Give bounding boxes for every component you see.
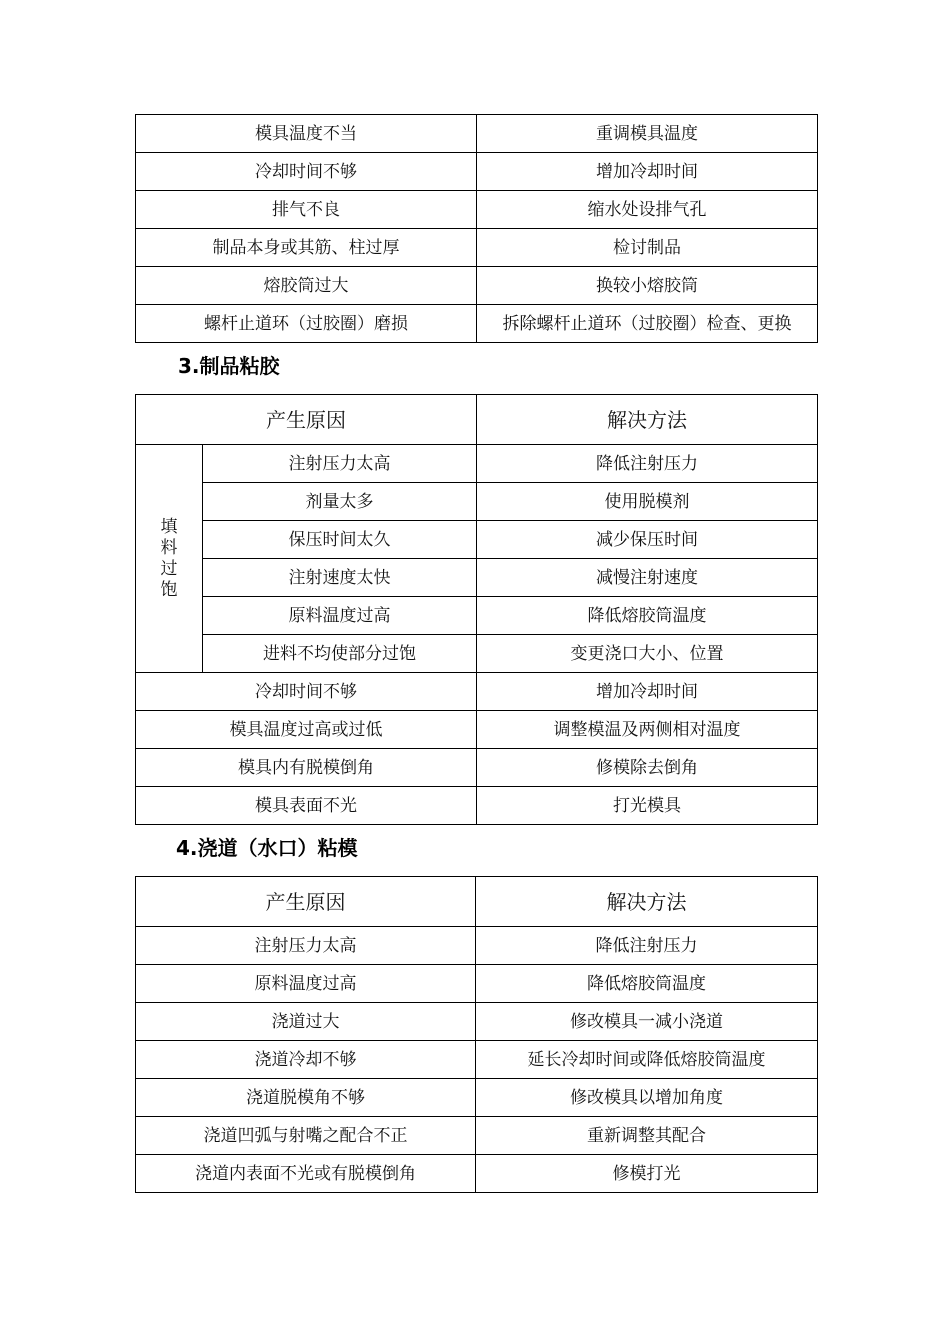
solution-cell: 检讨制品 bbox=[477, 229, 818, 267]
table-row bbox=[136, 1117, 818, 1155]
cause-cell: 模具温度不当 bbox=[136, 115, 477, 153]
cause-cell: 注射压力太高 bbox=[203, 445, 477, 483]
solution-cell: 使用脱模剂 bbox=[477, 483, 818, 521]
solution-cell: 修模除去倒角 bbox=[477, 749, 818, 787]
solution-cell: 降低熔胶筒温度 bbox=[477, 597, 818, 635]
table-row bbox=[136, 521, 818, 559]
cause-cell: 模具温度过高或过低 bbox=[136, 711, 477, 749]
table-row bbox=[136, 483, 818, 521]
table-row bbox=[136, 1155, 818, 1193]
section-heading-runner-sticking: 4.浇道（水口）粘模 bbox=[176, 836, 358, 860]
table-row bbox=[136, 115, 818, 153]
solution-cell: 降低注射压力 bbox=[477, 445, 818, 483]
solution-cell: 调整模温及两侧相对温度 bbox=[477, 711, 818, 749]
cause-cell: 模具内有脱模倒角 bbox=[136, 749, 477, 787]
cause-cell: 浇道冷却不够 bbox=[136, 1041, 476, 1079]
cause-cell: 剂量太多 bbox=[203, 483, 477, 521]
cause-cell: 注射压力太高 bbox=[136, 927, 476, 965]
solution-cell: 增加冷却时间 bbox=[477, 153, 818, 191]
header-cause: 产生原因 bbox=[136, 395, 477, 445]
cause-cell: 冷却时间不够 bbox=[136, 153, 477, 191]
table-row bbox=[136, 787, 818, 825]
table-header-row bbox=[136, 877, 818, 927]
solution-cell: 缩水处设排气孔 bbox=[477, 191, 818, 229]
solution-cell: 延长冷却时间或降低熔胶筒温度 bbox=[476, 1041, 818, 1079]
solution-cell: 重新调整其配合 bbox=[476, 1117, 818, 1155]
solution-cell: 降低熔胶筒温度 bbox=[476, 965, 818, 1003]
solution-cell: 修改模具一减小浇道 bbox=[476, 1003, 818, 1041]
header-solution: 解决方法 bbox=[476, 877, 818, 927]
cause-cell: 冷却时间不够 bbox=[136, 673, 477, 711]
table-row bbox=[136, 927, 818, 965]
table-row bbox=[136, 191, 818, 229]
table-row bbox=[136, 229, 818, 267]
solution-cell: 打光模具 bbox=[477, 787, 818, 825]
cause-cell: 原料温度过高 bbox=[136, 965, 476, 1003]
cause-cell: 浇道过大 bbox=[136, 1003, 476, 1041]
cause-cell: 浇道凹弧与射嘴之配合不正 bbox=[136, 1117, 476, 1155]
table-row bbox=[136, 711, 818, 749]
section-heading-product-sticking: 3.制品粘胶 bbox=[178, 354, 280, 378]
cause-cell: 原料温度过高 bbox=[203, 597, 477, 635]
solution-cell: 拆除螺杆止道环（过胶圈）检查、更换 bbox=[477, 305, 818, 343]
cause-cell: 制品本身或其筋、柱过厚 bbox=[136, 229, 477, 267]
cause-cell: 螺杆止道环（过胶圈）磨损 bbox=[136, 305, 477, 343]
solution-cell: 降低注射压力 bbox=[476, 927, 818, 965]
runner-sticking-table bbox=[135, 876, 818, 1193]
header-cause: 产生原因 bbox=[136, 877, 476, 927]
solution-cell: 增加冷却时间 bbox=[477, 673, 818, 711]
header-solution: 解决方法 bbox=[477, 395, 818, 445]
table-row bbox=[136, 673, 818, 711]
cause-cell: 熔胶筒过大 bbox=[136, 267, 477, 305]
table-row bbox=[136, 445, 818, 483]
defect-table-continued bbox=[135, 114, 818, 343]
table-row bbox=[136, 635, 818, 673]
table-row bbox=[136, 559, 818, 597]
cause-cell: 保压时间太久 bbox=[203, 521, 477, 559]
solution-cell: 变更浇口大小、位置 bbox=[477, 635, 818, 673]
solution-cell: 减少保压时间 bbox=[477, 521, 818, 559]
table-row bbox=[136, 1041, 818, 1079]
solution-cell: 换较小熔胶筒 bbox=[477, 267, 818, 305]
table-header-row bbox=[136, 395, 818, 445]
table-row bbox=[136, 597, 818, 635]
solution-cell: 减慢注射速度 bbox=[477, 559, 818, 597]
cause-cell: 浇道内表面不光或有脱模倒角 bbox=[136, 1155, 476, 1193]
table-row bbox=[136, 153, 818, 191]
solution-cell: 修模打光 bbox=[476, 1155, 818, 1193]
group-label-overfill: 填 料 过 饱 bbox=[136, 445, 203, 673]
cause-cell: 浇道脱模角不够 bbox=[136, 1079, 476, 1117]
solution-cell: 重调模具温度 bbox=[477, 115, 818, 153]
cause-cell: 排气不良 bbox=[136, 191, 477, 229]
product-sticking-table bbox=[135, 394, 818, 825]
table-row bbox=[136, 305, 818, 343]
cause-cell: 注射速度太快 bbox=[203, 559, 477, 597]
table-row bbox=[136, 965, 818, 1003]
table-row bbox=[136, 1003, 818, 1041]
solution-cell: 修改模具以增加角度 bbox=[476, 1079, 818, 1117]
cause-cell: 进料不均使部分过饱 bbox=[203, 635, 477, 673]
table-row bbox=[136, 267, 818, 305]
cause-cell: 模具表面不光 bbox=[136, 787, 477, 825]
table-row bbox=[136, 1079, 818, 1117]
table-row bbox=[136, 749, 818, 787]
